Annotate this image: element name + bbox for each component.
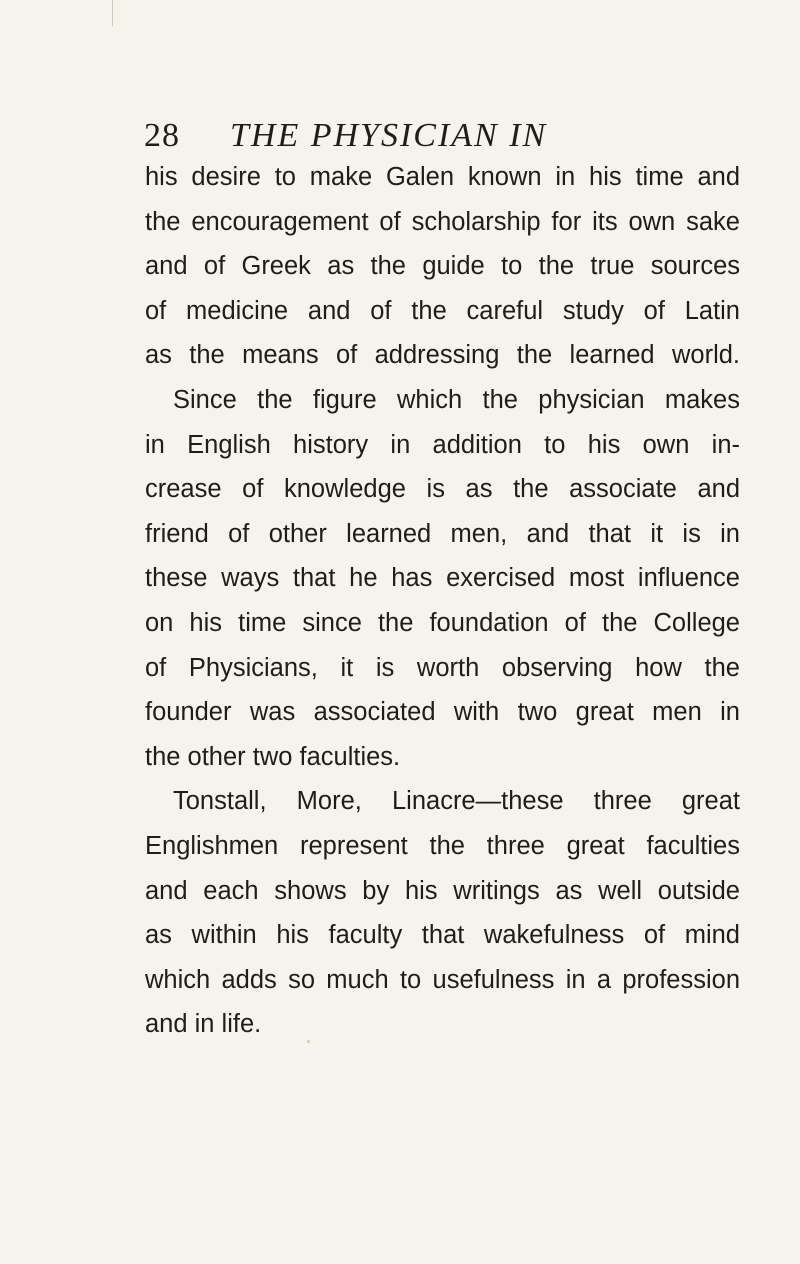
text-line: Englishmen represent the three great faculties — [145, 831, 740, 860]
text-line: friend of other learned men, and that it is in — [145, 519, 740, 548]
text-line: his desire to make Galen known in his time and — [145, 163, 740, 191]
text-line: the encouragement of scholarship for its own sake — [145, 207, 740, 236]
paragraph-end-line: and in life. — [145, 1010, 262, 1039]
paragraph-start-line: Since the figure which the physician makes — [173, 385, 740, 414]
text-line: these ways that he has exercised most influence — [145, 564, 740, 593]
text-line: crease of knowledge is as the associate and — [145, 475, 740, 504]
running-title: THE PHYSICIAN IN — [230, 117, 548, 154]
text-line: as within his faculty that wakefulness of mind — [145, 921, 740, 950]
text-line: and each shows by his writings as well outside — [145, 876, 740, 905]
text-line: of Physicians, it is worth observing how the — [145, 653, 740, 682]
text-line: on his time since the foundation of the College — [145, 608, 740, 637]
text-line: as the means of addressing the learned world. — [145, 341, 740, 370]
text-line: and of Greek as the guide to the true sources — [145, 252, 740, 281]
body-text — [145, 155, 740, 1047]
paragraph-start-line: Tonstall, More, Linacre—these three great — [173, 787, 740, 816]
running-head — [144, 116, 664, 156]
paper-fold-mark — [112, 0, 113, 26]
text-line: in English history in addition to his own in- — [145, 430, 740, 459]
text-line: founder was associated with two great men in — [145, 698, 740, 727]
page-number: 28 — [144, 117, 180, 154]
paragraph-end-line: the other two faculties. — [145, 742, 401, 771]
text-line: which adds so much to usefulness in a profession — [145, 965, 740, 994]
text-line: of medicine and of the careful study of Latin — [145, 296, 740, 325]
